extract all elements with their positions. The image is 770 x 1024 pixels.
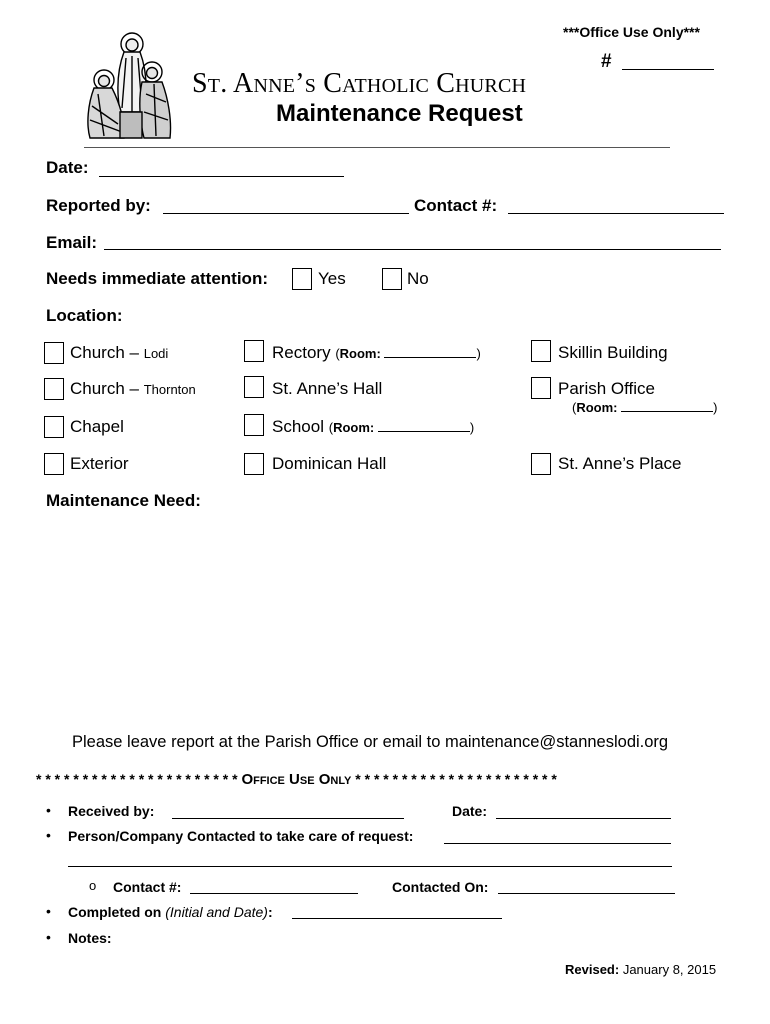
email-field[interactable]	[104, 249, 721, 250]
church-thornton-label: Church – Thornton	[70, 379, 196, 398]
st-annes-place-checkbox[interactable]	[531, 453, 551, 475]
contact-label: Contact #:	[414, 196, 498, 215]
parish-office-label: Parish Office	[558, 379, 656, 398]
chapel-label: Chapel	[70, 417, 124, 436]
parish-office-checkbox[interactable]	[531, 377, 551, 399]
st-annes-hall-checkbox[interactable]	[244, 376, 264, 398]
date-field[interactable]	[99, 176, 344, 177]
church-lodi-checkbox[interactable]	[44, 342, 64, 364]
office-date-field[interactable]	[496, 818, 671, 819]
request-number-label: #	[601, 51, 612, 72]
header-divider	[84, 147, 670, 148]
skillin-building-checkbox[interactable]	[531, 340, 551, 362]
person-contacted-field-2[interactable]	[68, 866, 672, 867]
location-label: Location:	[46, 306, 123, 325]
exterior-label: Exterior	[70, 454, 129, 473]
bullet-completed: •	[46, 903, 51, 919]
contact-field[interactable]	[508, 213, 724, 214]
church-lodi-label: Church – Lodi	[70, 343, 169, 362]
exterior-checkbox[interactable]	[44, 453, 64, 475]
office-use-header: * * * * * * * * * * * * * * * * * * * * * * Office Use Only * * * * * * * * * * * * * * * * * * * * * *	[36, 771, 557, 788]
contacted-on-field[interactable]	[498, 893, 675, 894]
dominican-hall-label: Dominican Hall	[272, 454, 387, 473]
maintenance-need-label: Maintenance Need:	[46, 491, 201, 510]
st-annes-place-label: St. Anne’s Place	[558, 454, 682, 473]
bullet-person: •	[46, 827, 51, 843]
office-contact-field[interactable]	[190, 893, 358, 894]
dominican-hall-checkbox[interactable]	[244, 453, 264, 475]
saint-anne-illustration	[84, 28, 176, 142]
yes-label: Yes	[318, 269, 346, 288]
chapel-checkbox[interactable]	[44, 416, 64, 438]
parish-office-room: (Room: )	[572, 400, 718, 415]
church-thornton-checkbox[interactable]	[44, 378, 64, 400]
office-use-only-top: ***Office Use Only***	[563, 24, 700, 40]
rectory-checkbox[interactable]	[244, 340, 264, 362]
person-contacted-label: Person/Company Contacted to take care of request:	[68, 828, 414, 844]
bullet-notes: •	[46, 929, 51, 945]
school-label: School (Room: )	[272, 417, 475, 436]
reported-by-field[interactable]	[163, 213, 409, 214]
immediate-attention-label: Needs immediate attention:	[46, 269, 268, 288]
submission-instructions: Please leave report at the Parish Office or email to maintenance@stanneslodi.org	[72, 733, 669, 751]
parish-office-room-field[interactable]	[621, 411, 713, 412]
completed-on-label: Completed on (Initial and Date):	[68, 904, 273, 920]
email-label: Email:	[46, 233, 98, 252]
skillin-building-label: Skillin Building	[558, 343, 668, 362]
date-label: Date:	[46, 158, 89, 177]
church-name: St. Anne’s Catholic Church	[192, 68, 527, 99]
completed-on-field[interactable]	[292, 918, 502, 919]
school-room-field[interactable]	[378, 431, 470, 432]
office-date-label: Date:	[452, 803, 488, 819]
no-label: No	[407, 269, 429, 288]
request-number-field[interactable]	[622, 69, 714, 70]
rectory-room-field[interactable]	[384, 357, 476, 358]
bullet-received: •	[46, 802, 51, 818]
contacted-on-label: Contacted On:	[392, 879, 489, 895]
sub-bullet-contact: o	[89, 878, 97, 893]
revised-date: Revised: January 8, 2015	[565, 962, 717, 977]
yes-checkbox[interactable]	[292, 268, 312, 290]
st-annes-hall-label: St. Anne’s Hall	[272, 379, 383, 398]
no-checkbox[interactable]	[382, 268, 402, 290]
school-checkbox[interactable]	[244, 414, 264, 436]
maintenance-need-area[interactable]	[46, 516, 726, 716]
notes-label: Notes:	[68, 930, 112, 946]
reported-by-label: Reported by:	[46, 196, 151, 215]
person-contacted-field[interactable]	[444, 843, 671, 844]
rectory-label: Rectory (Room: )	[272, 343, 481, 362]
received-by-label: Received by:	[68, 803, 155, 819]
form-title: Maintenance Request	[276, 100, 523, 127]
office-contact-label: Contact #:	[113, 879, 182, 895]
received-by-field[interactable]	[172, 818, 404, 819]
